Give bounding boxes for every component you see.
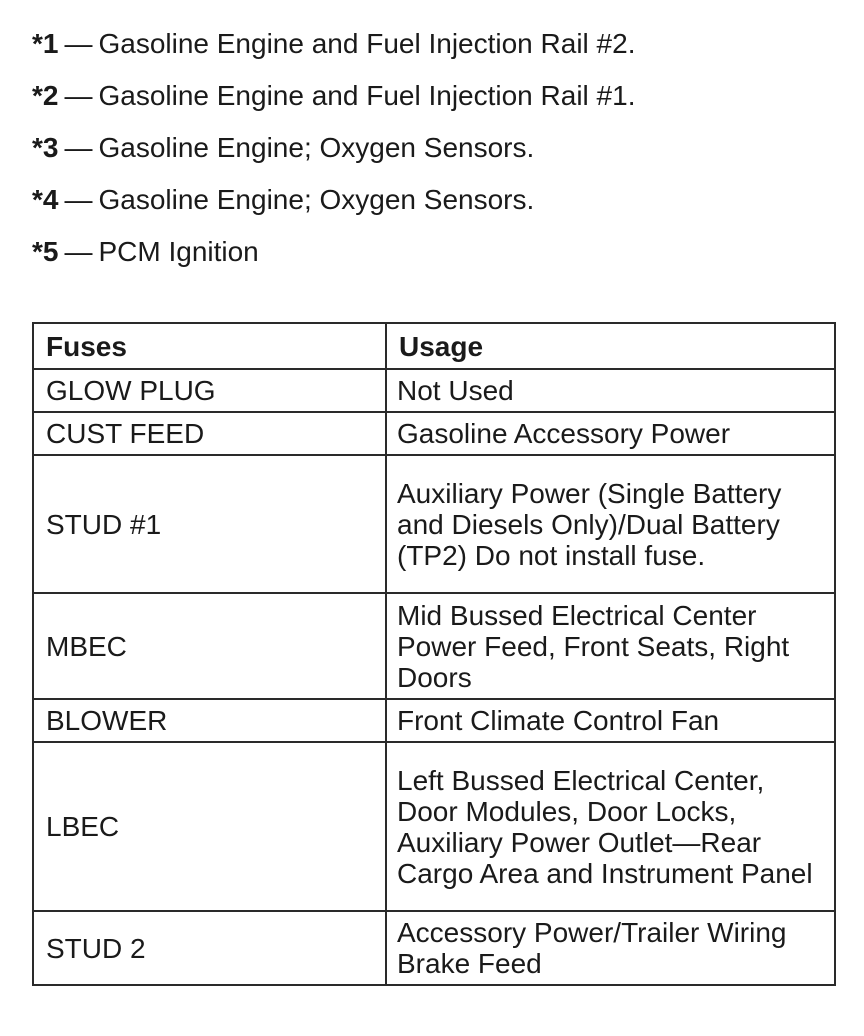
footnote-text: PCM Ignition [98,236,259,267]
footnote-item [32,74,832,126]
usage-cell: Accessory Power/Trailer Wiring Brake Feed [386,911,835,985]
footnote-marker: *4 [32,184,59,215]
table-row [33,742,835,911]
table-header-row [33,323,835,369]
footnote-item [32,230,832,282]
table-row [33,593,835,699]
footnote-list [32,22,832,282]
fuse-usage-table [32,322,836,986]
footnote-marker: *1 [32,28,59,59]
footnote-marker: *3 [32,132,59,163]
table-row [33,455,835,593]
table-row [33,911,835,985]
fuse-cell: BLOWER [33,699,386,742]
footnote-text: Gasoline Engine and Fuel Injection Rail #2. [98,28,636,59]
fuse-cell: LBEC [33,742,386,911]
footnote-marker: *5 [32,236,59,267]
footnote-text: Gasoline Engine and Fuel Injection Rail #1. [98,80,636,111]
usage-cell: Auxiliary Power (Single Battery and Diesels Only)/Dual Battery (TP2) Do not install fuse. [386,455,835,593]
table-row [33,412,835,455]
usage-cell: Not Used [386,369,835,412]
footnote-dash: — [64,132,93,163]
usage-cell: Front Climate Control Fan [386,699,835,742]
fuse-cell: CUST FEED [33,412,386,455]
footnote-item [32,178,832,230]
fuse-cell: MBEC [33,593,386,699]
footnote-text: Gasoline Engine; Oxygen Sensors. [98,132,535,163]
fuse-cell: STUD 2 [33,911,386,985]
usage-cell: Mid Bussed Electrical Center Power Feed, Front Seats, Right Doors [386,593,835,699]
footnote-item [32,22,832,74]
footnote-dash: — [64,28,93,59]
footnote-dash: — [64,236,93,267]
usage-cell: Gasoline Accessory Power [386,412,835,455]
table-row [33,369,835,412]
column-header-usage: Usage [386,323,835,369]
fuse-cell: STUD #1 [33,455,386,593]
footnote-item [32,126,832,178]
footnote-marker: *2 [32,80,59,111]
fuse-cell: GLOW PLUG [33,369,386,412]
footnote-text: Gasoline Engine; Oxygen Sensors. [98,184,535,215]
footnote-dash: — [64,184,93,215]
table-row [33,699,835,742]
footnote-dash: — [64,80,93,111]
column-header-fuses: Fuses [33,323,386,369]
usage-cell: Left Bussed Electrical Center, Door Modules, Door Locks, Auxiliary Power Outlet—Rear Cargo Area and Instrument Panel [386,742,835,911]
